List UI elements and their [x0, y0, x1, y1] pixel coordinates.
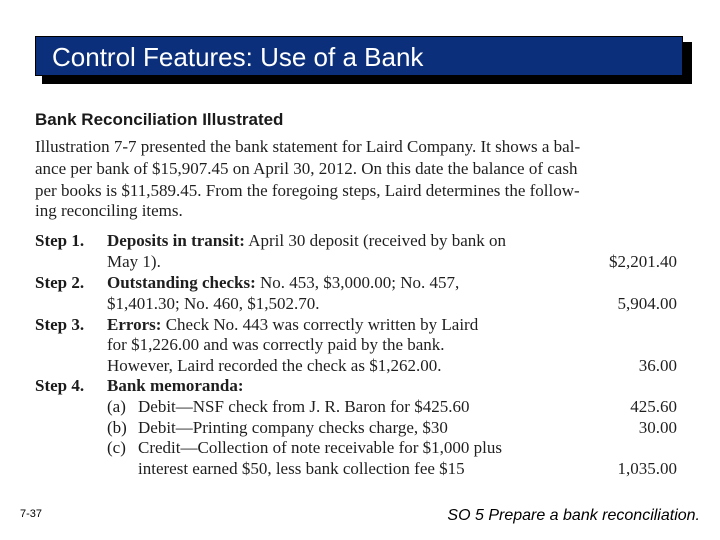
step-detail: Check No. 443 was correctly written by Laird — [165, 315, 479, 334]
slide-title: Control Features: Use of a Bank — [52, 42, 424, 72]
memo-item-text: Debit—NSF check from J. R. Baron for $425.60 — [138, 397, 470, 416]
memo-item-label: (c) — [107, 438, 126, 457]
step-text — [107, 231, 506, 251]
step-amount: $2,201.40 — [609, 252, 677, 271]
step-detail: $1,401.30; No. 460, $1,502.70. — [107, 294, 320, 313]
step-label: Step 4. — [35, 376, 85, 395]
study-objective: SO 5 Prepare a bank reconciliation. — [447, 507, 700, 524]
step-detail: April 30 deposit (received by bank on — [248, 231, 506, 250]
step-amount: 5,904.00 — [617, 294, 677, 313]
step-detail: for $1,226.00 and was correctly paid by the bank. — [107, 335, 445, 354]
intro-line: per books is $11,589.45. From the foregoing steps, Laird determines the follow- — [35, 181, 580, 200]
memo-item-label: (a) — [107, 397, 126, 416]
step-text — [107, 376, 243, 396]
step-label: Step 3. — [35, 315, 85, 334]
step-heading: Outstanding checks: — [107, 273, 256, 292]
memo-item-label: (b) — [107, 418, 127, 437]
title-bar — [35, 36, 683, 76]
step-heading: Deposits in transit: — [107, 231, 245, 250]
intro-line: ing reconciling items. — [35, 201, 183, 220]
memo-item-amount: 1,035.00 — [617, 459, 677, 478]
step-heading: Bank memoranda: — [107, 376, 244, 395]
step-heading: Errors: — [107, 315, 162, 334]
slide-number: 7-37 — [20, 508, 43, 520]
step-text — [107, 315, 478, 335]
memo-item-amount: 30.00 — [638, 418, 677, 437]
step-label: Step 2. — [35, 273, 85, 292]
memo-item-text: Debit—Printing company checks charge, $30 — [138, 418, 448, 437]
intro-line: Illustration 7-7 presented the bank statement for Laird Company. It shows a bal- — [35, 137, 581, 156]
memo-item-text: Credit—Collection of note receivable for $1,000 plus — [138, 438, 502, 457]
step-detail: However, Laird recorded the check as $1,262.00. — [107, 356, 442, 375]
step-amount: 36.00 — [638, 356, 677, 375]
step-text — [107, 273, 459, 293]
section-heading: Bank Reconciliation Illustrated — [35, 110, 284, 129]
step-detail: No. 453, $3,000.00; No. 457, — [260, 273, 460, 292]
intro-line: ance per bank of $15,907.45 on April 30, 2012. On this date the balance of cash — [35, 159, 578, 178]
memo-item-amount: 425.60 — [630, 397, 677, 416]
step-detail: May 1). — [107, 252, 161, 271]
memo-item-text: interest earned $50, less bank collection fee $15 — [138, 459, 465, 478]
step-label: Step 1. — [35, 231, 85, 250]
